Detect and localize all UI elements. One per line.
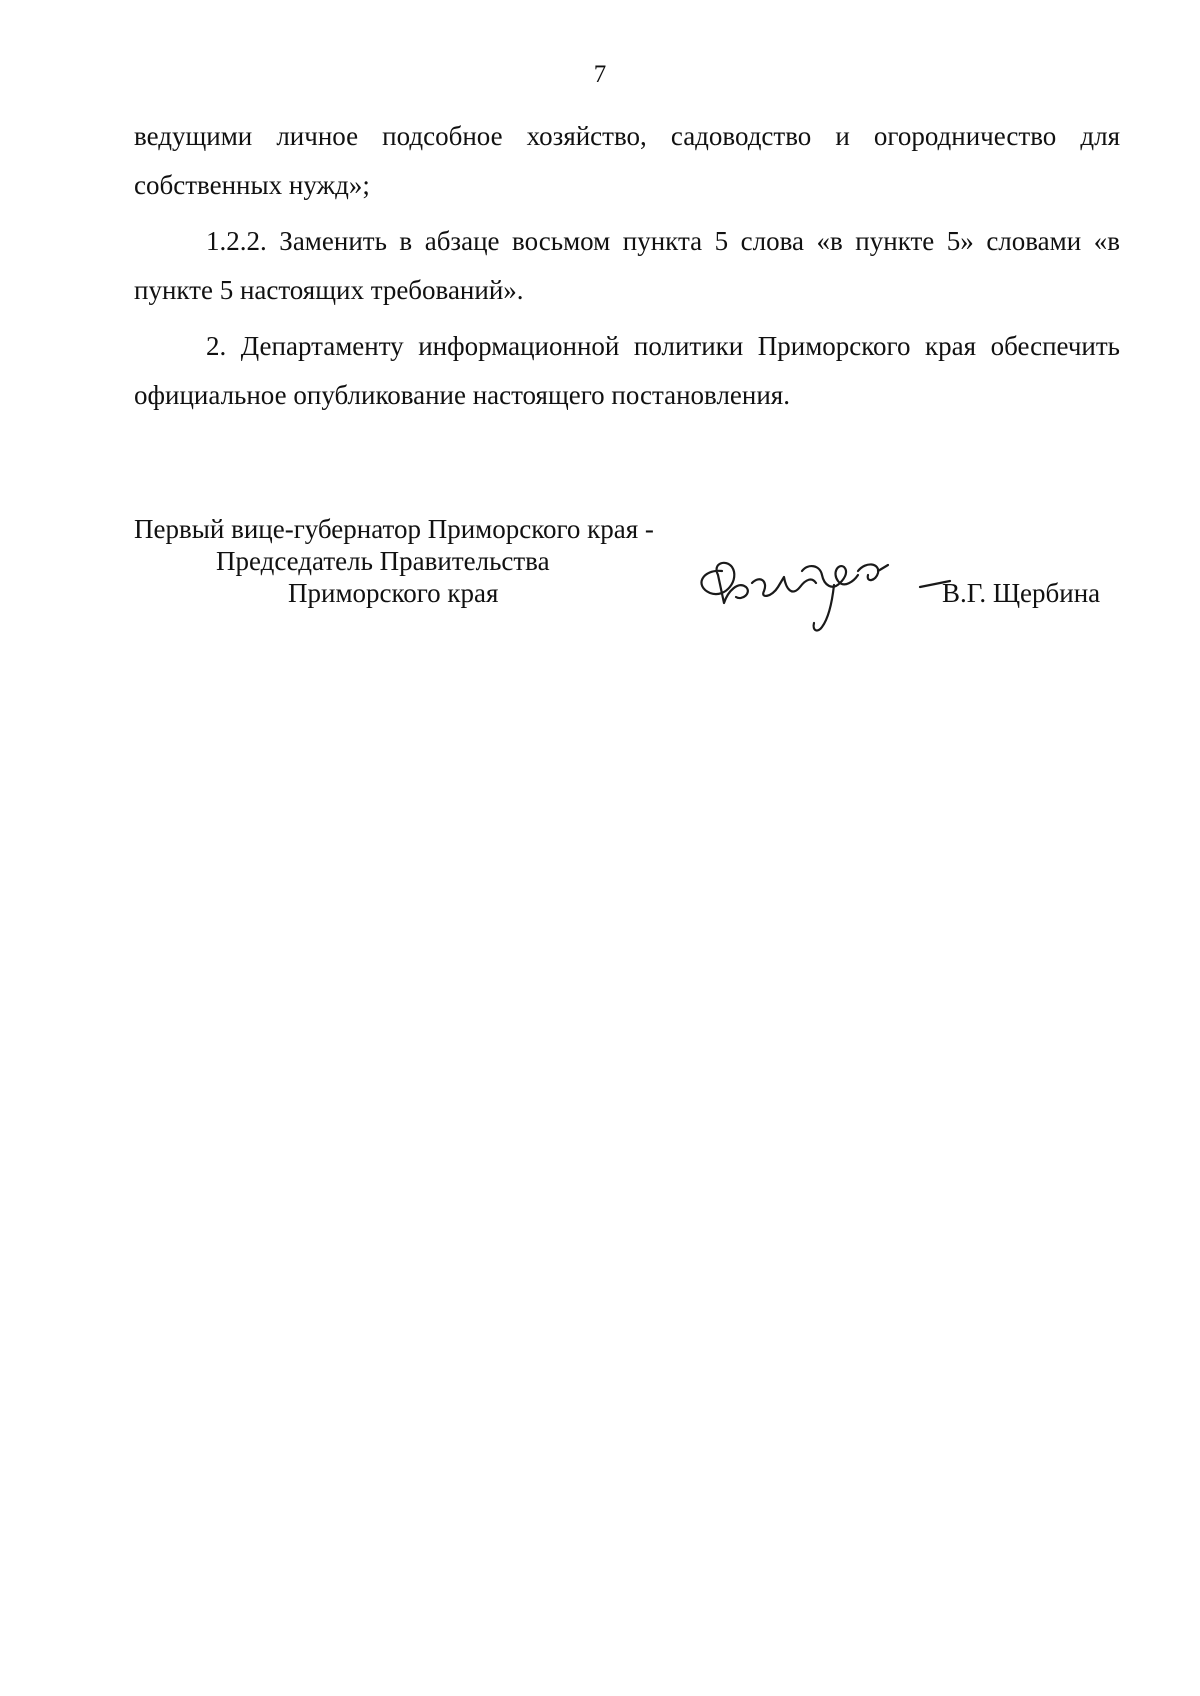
signer-title-line-2: Председатель Правительства — [216, 546, 550, 576]
signer-title-line-3: Приморского края — [288, 578, 499, 608]
signer-title-line-1: Первый вице-губернатор Приморского края - — [134, 514, 654, 544]
paragraph-continuation: ведущими личное подсобное хозяйство, садоводство и огородничество для собственных нужд»; — [134, 121, 1120, 200]
paragraph-item-1-2-2: 1.2.2. Заменить в абзаце восьмом пункта 5 слова «в пункте 5» словами «в пункте 5 настоящих требований». — [134, 226, 1120, 305]
document-body — [134, 112, 1120, 427]
signer-name: В.Г. Щербина — [942, 578, 1101, 608]
signature-block — [134, 513, 1120, 643]
page-number: 7 — [593, 61, 607, 88]
paragraph-item-2: 2. Департаменту информационной политики Приморского края обеспечить официальное опубликование настоящего постановления. — [134, 331, 1120, 410]
